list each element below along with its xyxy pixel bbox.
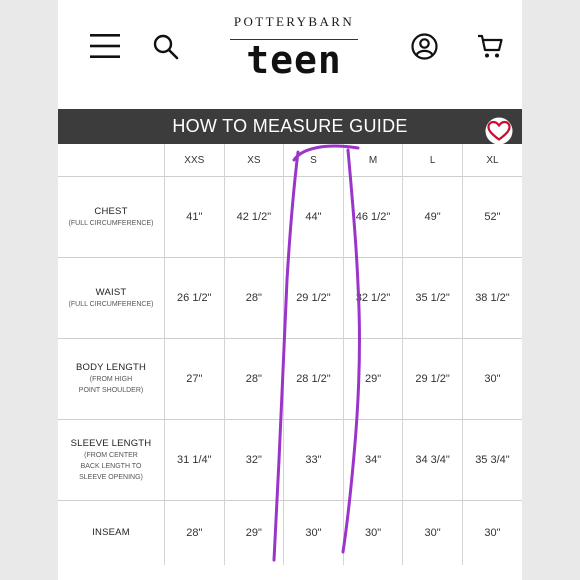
row-sublabel: POINT SHOULDER) [78, 387, 144, 394]
size-value-cell: 35 1/2" [403, 258, 463, 339]
brand-wordmark-main[interactable]: teen [246, 38, 342, 82]
table-row [58, 501, 522, 566]
size-value-cell: 44" [284, 177, 344, 258]
size-value-cell: 28" [165, 501, 225, 566]
size-value-cell: 32 1/2" [343, 258, 403, 339]
row-label: CHEST [94, 205, 128, 217]
row-sublabel: (FULL CIRCUMFERENCE) [68, 300, 154, 308]
row-sublabel: (FROM HIGH [89, 376, 133, 383]
size-header-xs: XS [224, 144, 284, 177]
size-header-s: S [284, 144, 344, 177]
size-value-cell: 29" [343, 339, 403, 420]
table-row [58, 339, 522, 420]
size-value-cell: 29" [224, 501, 284, 566]
guide-title-bar [58, 109, 522, 144]
size-value-cell: 26 1/2" [165, 258, 225, 339]
size-value-cell: 46 1/2" [343, 177, 403, 258]
size-value-cell: 52" [462, 177, 522, 258]
size-value-cell: 28 1/2" [284, 339, 344, 420]
account-icon[interactable] [411, 33, 438, 60]
size-value-cell: 41" [165, 177, 225, 258]
table-row [58, 177, 522, 258]
size-guide-page [58, 0, 522, 580]
size-value-cell: 33" [284, 420, 344, 501]
size-header-m: M [343, 144, 403, 177]
heart-icon[interactable] [484, 117, 514, 145]
size-value-cell: 29 1/2" [284, 258, 344, 339]
size-value-cell: 28" [224, 339, 284, 420]
table-row [58, 420, 522, 501]
size-header-xxs: XXS [165, 144, 225, 177]
size-value-cell: 49" [403, 177, 463, 258]
size-value-cell: 42 1/2" [224, 177, 284, 258]
size-value-cell: 35 3/4" [462, 420, 522, 501]
size-value-cell: 29 1/2" [403, 339, 463, 420]
size-value-cell: 30" [462, 339, 522, 420]
row-sublabel: SLEEVE OPENING) [79, 473, 143, 481]
size-value-cell: 31 1/4" [165, 420, 225, 501]
size-value-cell: 30" [403, 501, 463, 566]
row-label-cell [58, 501, 165, 566]
row-label: WAIST [95, 286, 127, 298]
cart-icon[interactable] [477, 34, 503, 59]
table-row [58, 258, 522, 339]
row-label-cell [58, 258, 165, 339]
row-label-cell [58, 420, 165, 501]
size-header-l: L [403, 144, 463, 177]
guide-title: HOW TO MEASURE GUIDE [172, 116, 408, 136]
size-value-cell: 30" [284, 501, 344, 566]
menu-icon[interactable] [90, 34, 120, 58]
size-value-cell: 30" [343, 501, 403, 566]
size-value-cell: 34 3/4" [403, 420, 463, 501]
row-label: SLEEVE LENGTH [70, 437, 152, 449]
row-sublabel: (FROM CENTER [84, 451, 138, 459]
size-value-cell: 27" [165, 339, 225, 420]
size-header-row [58, 144, 522, 177]
size-chart-table [58, 144, 522, 565]
size-value-cell: 32" [224, 420, 284, 501]
row-sublabel: (FULL CIRCUMFERENCE) [68, 219, 154, 227]
row-label: INSEAM [92, 527, 130, 538]
size-value-cell: 34" [343, 420, 403, 501]
search-icon[interactable] [153, 34, 179, 60]
brand-wordmark-top[interactable]: POTTERYBARN [233, 14, 355, 29]
row-label-cell [58, 339, 165, 420]
size-value-cell: 30" [462, 501, 522, 566]
size-value-cell: 38 1/2" [462, 258, 522, 339]
site-header [58, 0, 522, 108]
row-label-cell [58, 177, 165, 258]
size-value-cell: 28" [224, 258, 284, 339]
row-sublabel: BACK LENGTH TO [80, 462, 142, 470]
header-corner [58, 144, 165, 177]
row-label: BODY LENGTH [75, 362, 147, 373]
size-header-xl: XL [462, 144, 522, 177]
